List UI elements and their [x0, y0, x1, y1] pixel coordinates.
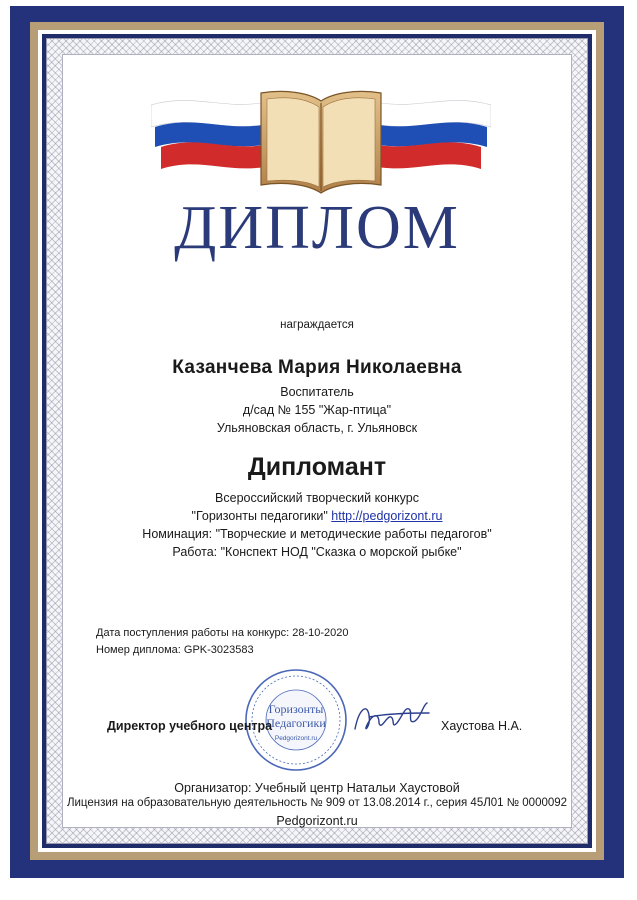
director-name: Хаустова Н.А. [441, 719, 523, 733]
work-line: Работа: "Конспект НОД "Сказка о морской рыбке" [172, 545, 462, 559]
nomination-line: Номинация: "Творческие и методические работы педагогов" [142, 527, 492, 541]
site-footer[interactable]: Pedgorizont.ru [276, 814, 358, 828]
director-label: Директор учебного центра [107, 719, 273, 733]
recipient-position: Воспитатель [280, 385, 354, 399]
license-line: Лицензия на образовательную деятельность № 909 от 13.08.2014 г., серия 45Л01 № 0000092 [66, 797, 568, 809]
flag-book-emblem-icon [151, 89, 491, 199]
contest-name-line [63, 509, 571, 523]
organizer-line: Организатор: Учебный центр Натальи Хаустовой [174, 781, 460, 795]
diploma-content [62, 54, 572, 828]
stamp-text-line1: Горизонты [268, 702, 324, 716]
diploma-number: Номер диплома: GPK-3023583 [96, 644, 254, 656]
contest-name: "Горизонты педагогики" [191, 509, 328, 523]
received-date: Дата поступления работы на конкурс: 28-10-2020 [96, 627, 349, 639]
stamp-text-site: Pedgorizont.ru [274, 735, 318, 742]
signature-icon [349, 695, 435, 741]
recipient-institution: д/сад № 155 "Жар-птица" [242, 403, 392, 417]
recipient-location: Ульяновская область, г. Ульяновск [216, 421, 418, 435]
diploma-title: ДИПЛОМ [174, 194, 460, 262]
award-title: Дипломант [247, 453, 387, 481]
contest-line: Всероссийский творческий конкурс [215, 491, 419, 505]
stamp-text-line2: Педагогики [266, 716, 326, 730]
recipient-name: Казанчева Мария Николаевна [172, 357, 462, 378]
awarded-label: награждается [280, 319, 354, 331]
contest-link[interactable]: http://pedgorizont.ru [331, 509, 443, 523]
